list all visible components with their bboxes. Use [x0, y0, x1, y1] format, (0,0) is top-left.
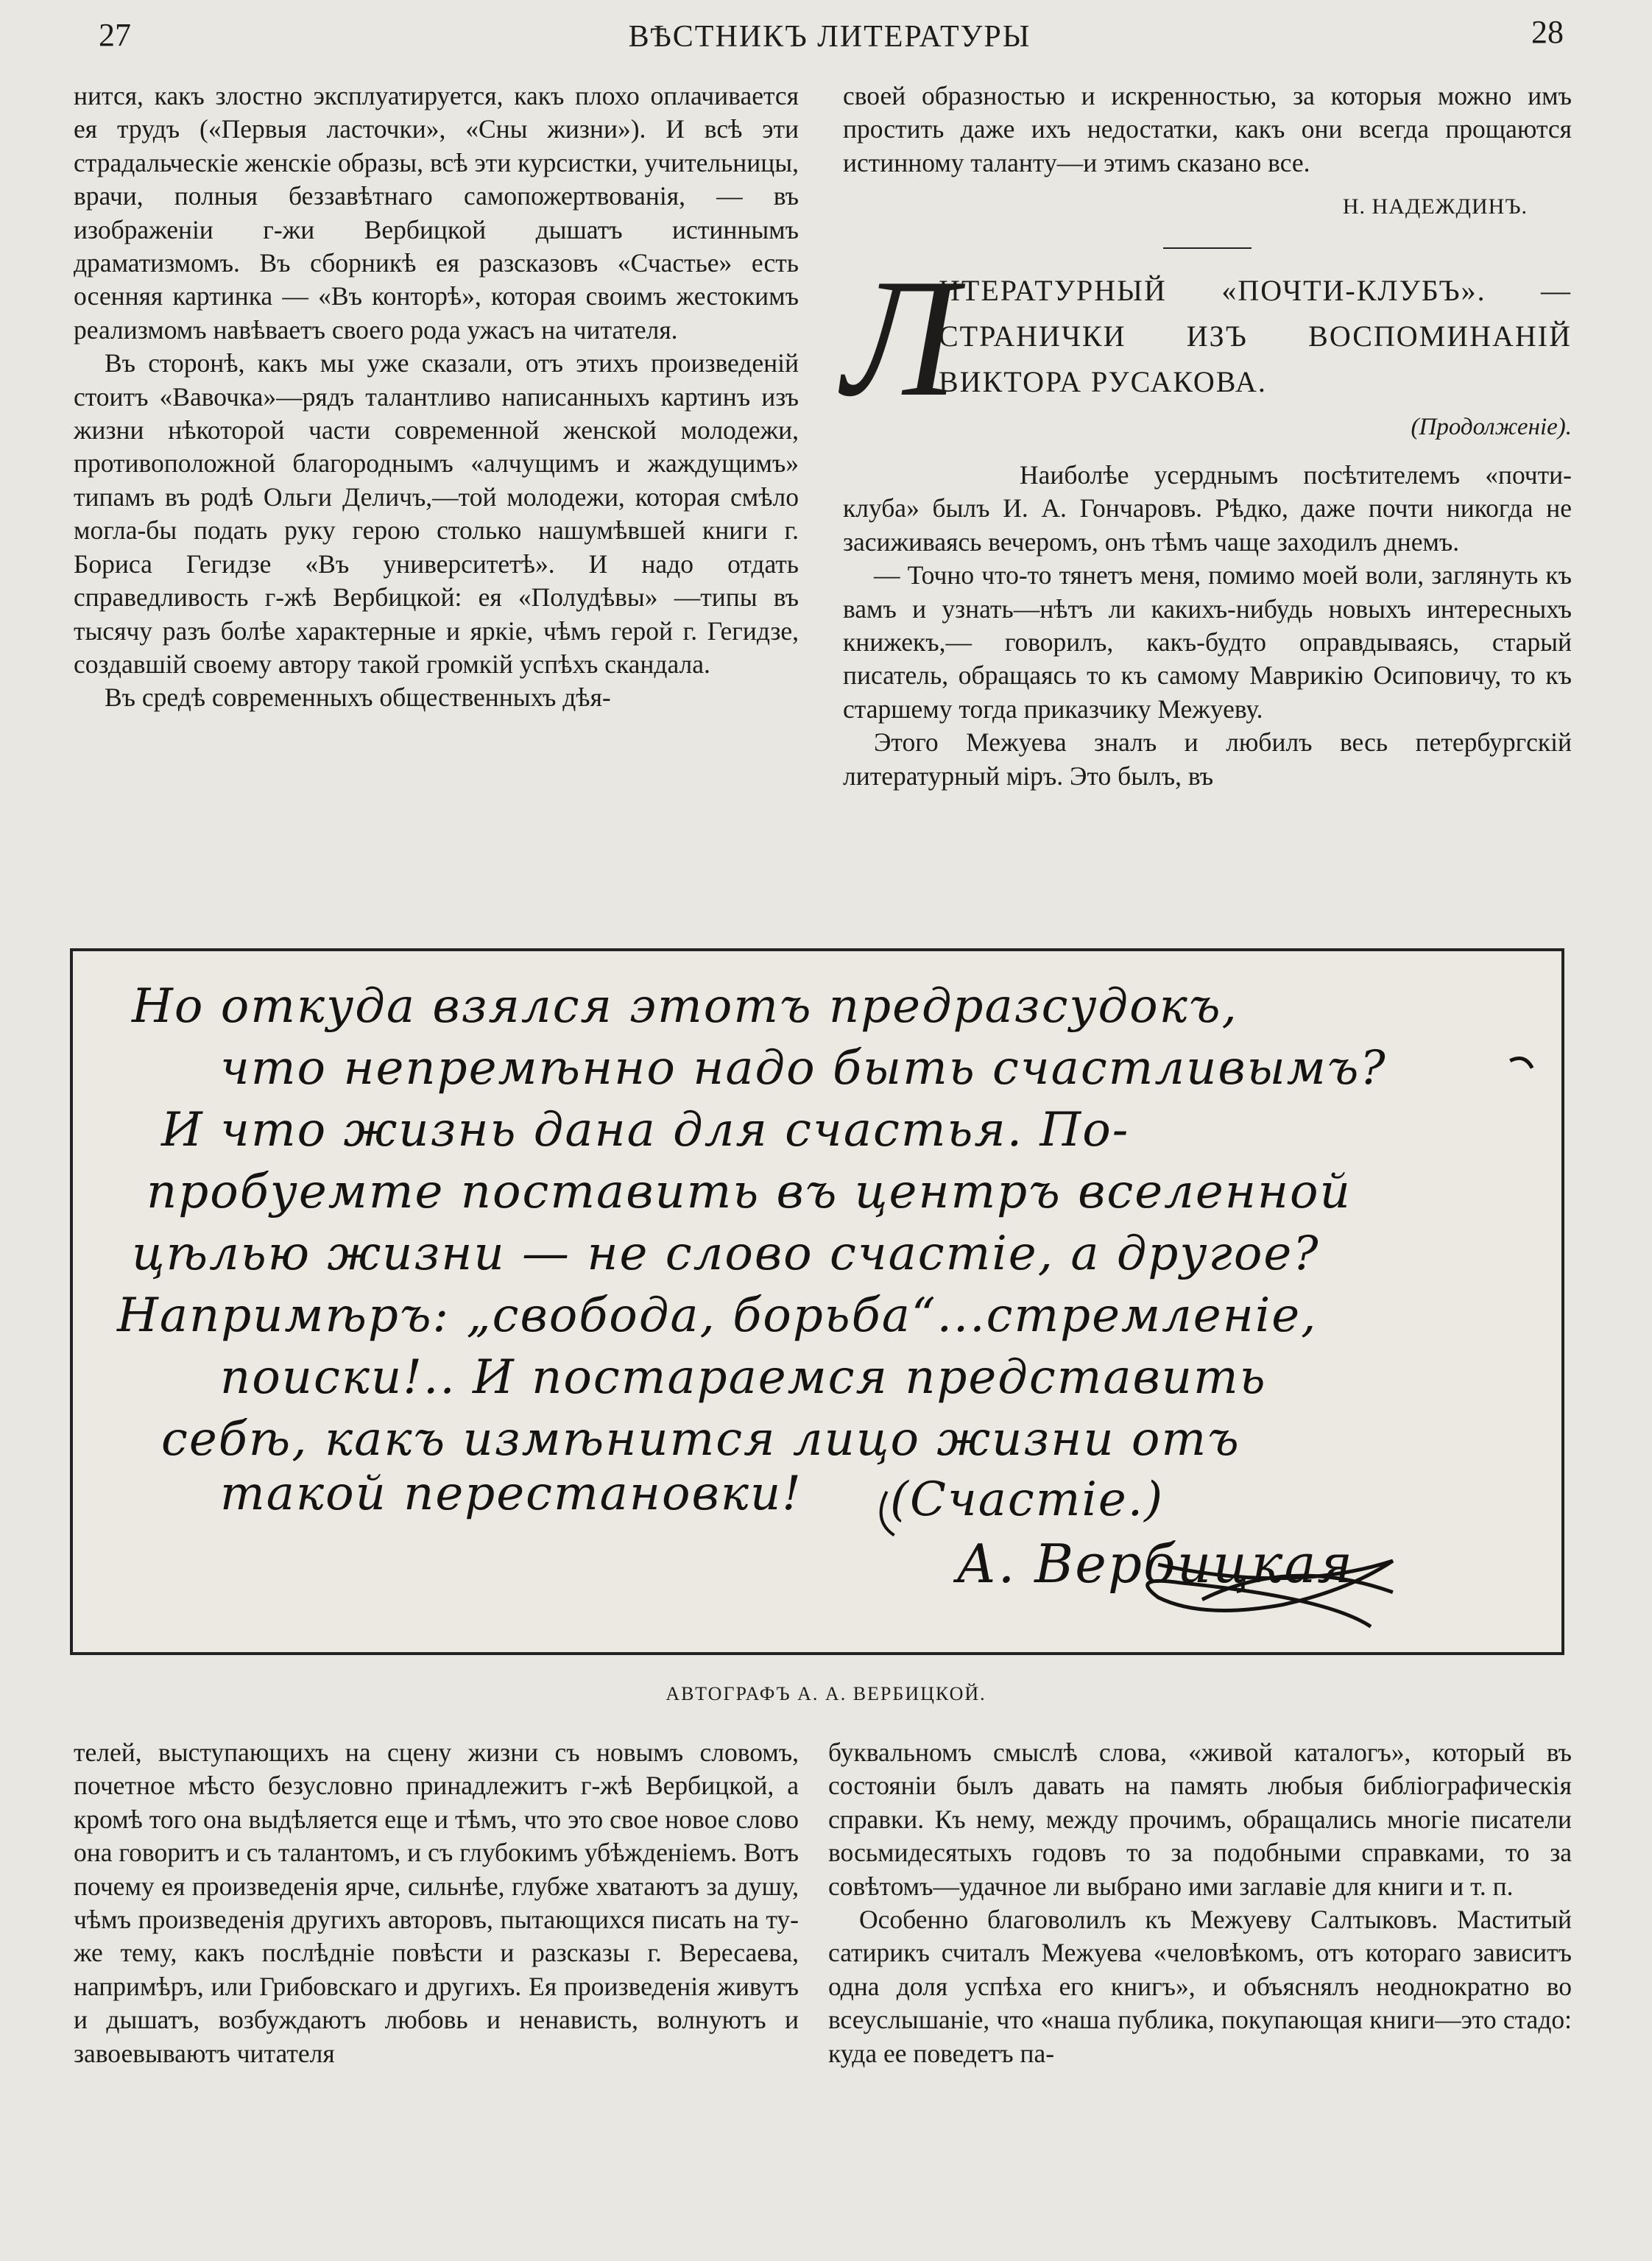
paragraph: буквальномъ смыслѣ слова, «живой каталогъ», который въ состояніи былъ давать на память любыя библіографическія справки. Къ нему, между прочимъ, обращались многіе писатели восьмидесятыхъ годовъ то за подобными справками, то за совѣтомъ—удачное ли выбрано ими заглавіе для книги и т. п.: [828, 1738, 1572, 1901]
handwritten-signature: А. Вербицкая: [956, 1533, 1355, 1595]
paragraph: Въ сторонѣ, какъ мы уже сказали, отъ этихъ произведеній стоитъ «Вавочка»—рядъ талантливо написанныхъ картинъ изъ жизни нѣкоторой части современной женской молодежи, противоположной благороднымъ «алчущимъ и жаждущимъ» типамъ въ родѣ Ольги Деличъ,—той молодежи, которая смѣло могла-бы подать руку герою столько нашумѣвшей книги г. Бориса Гегидзе «Въ университетѣ». И надо отдать справедливость г-жѣ Вербицкой: ея «Полудѣвы» —типы въ тысячу разъ болѣе характерные и яркіе, чѣмъ герой г. Гегидзе, создавшій своему автору такой громкій успѣхъ скандала.: [74, 348, 799, 679]
paragraph: Этого Межуева зналъ и любилъ весь петербургскій литературный міръ. Это былъ, въ: [843, 727, 1572, 791]
page-number-left: 27: [99, 17, 131, 53]
handwritten-line: поиски!.. И постараемся представить: [220, 1350, 1267, 1405]
handwritten-line: что непремѣнно надо быть счастливымъ?: [220, 1041, 1387, 1096]
handwritten-line: такой перестановки!: [220, 1467, 802, 1521]
paragraph: нится, какъ злостно эксплуатируется, какъ плохо оплачивается ея трудъ («Первыя ласточки», «Сны жизни»). И всѣ эти страдальческіе женскіе образы, всѣ эти курсистки, учительницы, врачи, полныя беззавѣтнаго самопожертвованія, — въ изображеніи г-жи Вербицкой дышатъ истиннымъ драматизмомъ. Въ сборникѣ ея разсказовъ «Счастье» есть осенняя картинка — «Въ конторѣ», которая своимъ жестокимъ реализмомъ навѣваетъ своего рода ужасъ на читателя.: [74, 81, 799, 345]
page-number-right: 28: [1531, 14, 1564, 50]
paragraph: телей, выступающихъ на сцену жизни съ новымъ словомъ, почетное мѣсто безусловно принадлежитъ г-жѣ Вербицкой, а кромѣ того она выдѣляется еще и тѣмъ, что это свое новое слово она говоритъ и съ талантомъ, и съ глубокимъ убѣжденіемъ. Вотъ почему ея произведенія ярче, сильнѣе, глубже хватаютъ за душу, чѣмъ произведенія другихъ авторовъ, пытающихся писать на ту-же тему, какъ послѣдніе повѣсти и разсказы г. Вересаева, напримѣръ, или Грибовскаго и другихъ. Ея произведенія живутъ и дышатъ, возбуждаютъ любовь и ненависть, волнуютъ и завоевываютъ читателя: [74, 1738, 799, 2068]
handwritten-line: себѣ, какъ измѣнится лицо жизни отъ: [161, 1412, 1240, 1467]
continued-note: (Продолженіе).: [1411, 413, 1572, 440]
handwritten-line: И что жизнь дана для счастья. По-: [161, 1103, 1130, 1157]
column-bottom-left: [74, 1736, 799, 2070]
drop-cap: Л: [843, 243, 959, 431]
autograph-caption: АВТОГРАФЪ А. А. ВЕРБИЦКОЙ.: [666, 1683, 986, 1704]
journal-title: ВѢСТНИКЪ ЛИТЕРАТУРЫ: [628, 20, 1031, 54]
review-ending: своей образностью и искренностью, за которыя можно имъ простить даже ихъ недостатки, какъ они всегда прощаются истинному таланту—и этимъ сказано все.: [843, 81, 1572, 177]
column-top-right: [843, 80, 1572, 793]
paragraph: Въ средѣ современныхъ общественныхъ дѣя-: [105, 682, 611, 713]
paragraph: — Точно что-то тянетъ меня, помимо моей воли, заглянуть къ вамъ и узнать—нѣтъ ли какихъ-нибудь новыхъ интересныхъ книжекъ,— говорилъ, какъ-будто оправдываясь, старый писатель, обращаясь то къ самому Маврикію Осиповичу, то къ старшему тогда приказчику Межуеву.: [843, 560, 1572, 724]
column-top-left: [74, 80, 799, 715]
running-header: [88, 16, 1571, 60]
handwritten-line: Но откуда взялся этотъ предразсудокъ,: [132, 979, 1238, 1034]
autograph-facsimile: [70, 948, 1564, 1655]
column-bottom-right: [828, 1736, 1572, 2070]
handwritten-line: пробуемте поставить въ центръ вселенной: [147, 1165, 1352, 1219]
handwritten-source: (Счастіе.): [890, 1472, 1165, 1527]
handwritten-line: цѣлью жизни — не слово счастіе, а другое?: [132, 1227, 1320, 1281]
paragraph: Наиболѣе усерднымъ посѣтителемъ «почти-клуба» былъ И. А. Гончаровъ. Рѣдко, даже почти никогда не засиживаясь вечеромъ, онъ тѣмъ чаще заходилъ днемъ.: [843, 460, 1572, 557]
handwritten-line: Напримѣръ: „свобода, борьба“...стремленіе,: [117, 1288, 1318, 1343]
review-author-signature: Н. НАДЕЖДИНЪ.: [1342, 194, 1528, 219]
paragraph: Особенно благоволилъ къ Межуеву Салтыковъ. Маститый сатирикъ считалъ Межуева «человѣкомъ, отъ котораго зависитъ одна доля успѣха его книгъ», и объяснялъ неоднократно во всеуслышаніе, что «наша публика, покупающая книги—это стадо: куда ее поведетъ па-: [828, 1905, 1572, 2068]
chapter-title-text: ИТЕРАТУРНЫЙ «ПОЧТИ-КЛУБЪ». —СТРАНИЧКИ ИЗЪ ВОСПОМИНАНІЙ ВИКТОРА РУСАКОВА.: [939, 273, 1572, 398]
section-divider: [1163, 247, 1252, 249]
